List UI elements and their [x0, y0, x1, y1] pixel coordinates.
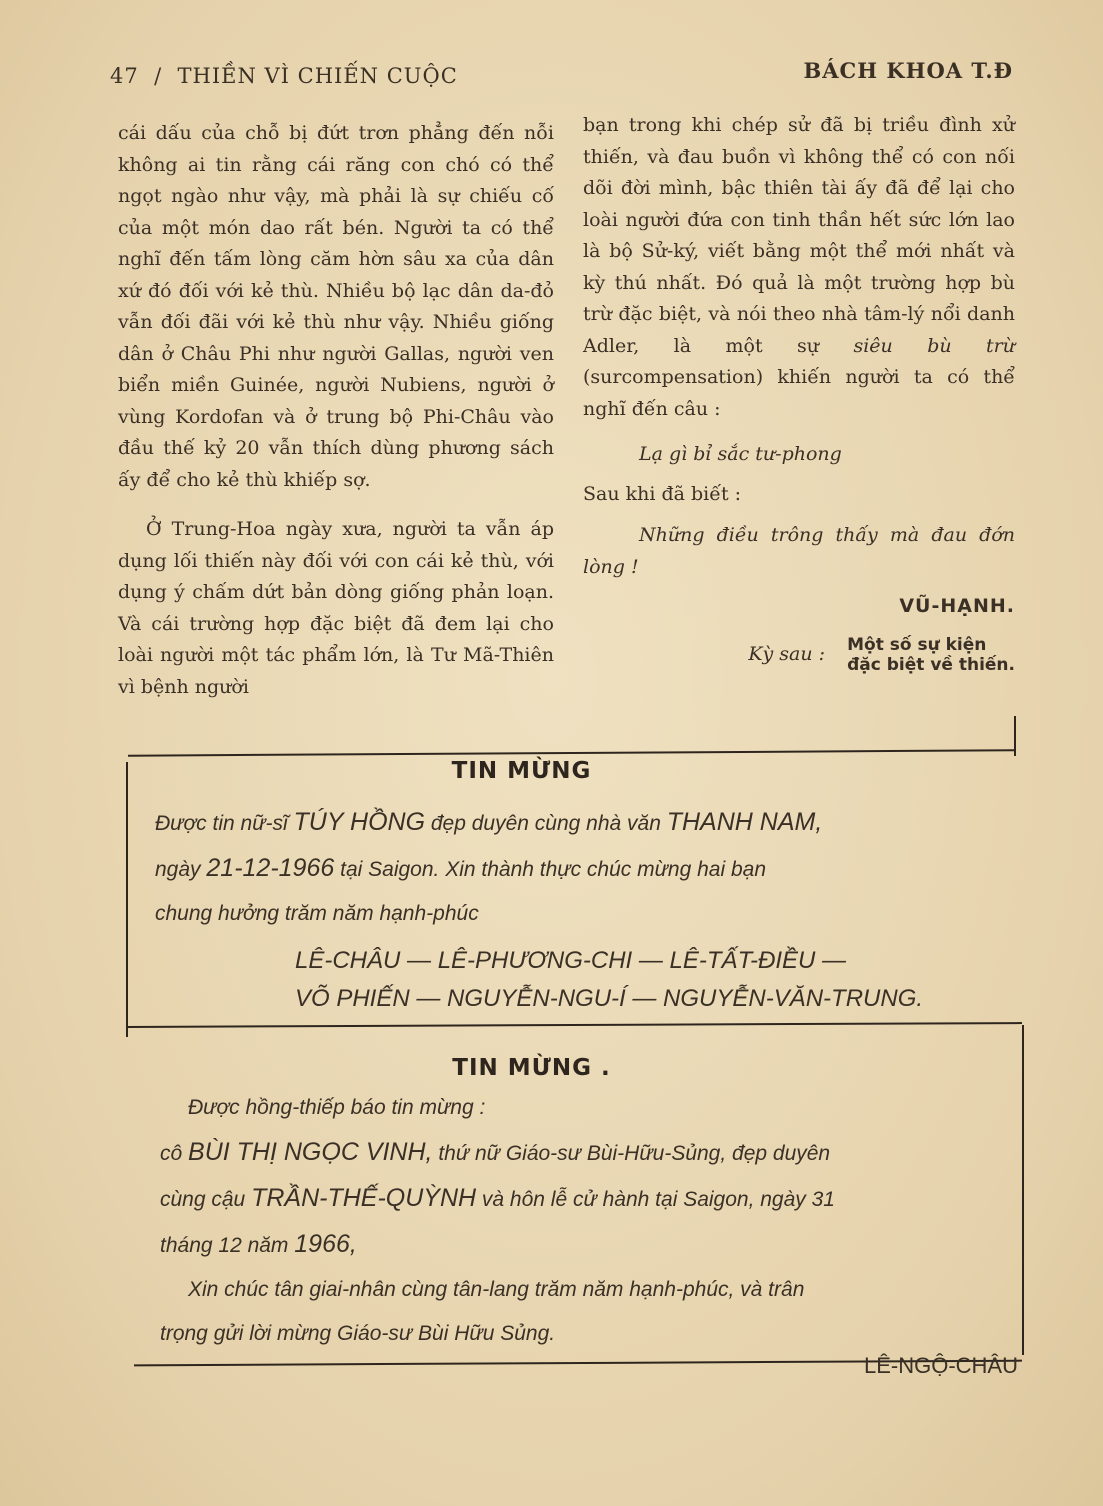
right-paragraph-1-end: (surcompensation) khiến người ta có thể nghĩ đến câu : [583, 366, 1015, 420]
notice2-line-4 [160, 1222, 1018, 1268]
page-header [110, 58, 1013, 98]
notice2-line-4a: tháng 12 năm [160, 1234, 289, 1257]
column-divider-short [1014, 716, 1016, 756]
notice1-line-1a: Được tin nữ-sĩ [155, 812, 288, 835]
header-left [110, 64, 458, 88]
header-separator: / [154, 64, 163, 88]
notice2-line-6: trọng gửi lời mừng Giáo-sư Bùi Hữu Sủng. [160, 1322, 556, 1345]
left-paragraph-1: cái dấu của chỗ bị đứt trơn phẳng đến nỗi không ai tin rằng cái răng con chó có thể ngọt ngào như vậy, mà phải là sự chiếu cố của một món dao rất bén. Người ta có thể nghĩ đến tấm lòng căm hờn sâu xa của dân xứ đó đối với kẻ thù. Nhiều bộ lạc dân da-đỏ vẫn đối đãi với kẻ thù như vậy. Nhiều giống dân ở Châu Phi như người Gallas, người ven biển miền Guinée, người Nubiens, người ở vùng Kordofan và ở trung bộ Phi-Châu vào đầu thế kỷ 20 vẫn thích dùng phương sách ấy để cho kẻ thù khiếp sợ. [118, 122, 554, 491]
page-number: 47 [110, 64, 139, 88]
notice2-body [160, 1086, 1018, 1388]
notice2-line-5: Xin chúc tân giai-nhân cùng tân-lang trăm năm hạnh-phúc, và trân [188, 1278, 805, 1301]
next-issue [583, 635, 1015, 675]
notice2-line-2a: cô [160, 1142, 183, 1165]
notice2-line-3c: và hôn lễ cử hành tại Saigon, ngày 31 [481, 1188, 835, 1211]
notice1-title: TIN MỪNG [451, 758, 592, 784]
notice2-line-3 [160, 1176, 1018, 1222]
notice1-line-3: chung hưởng trăm năm hạnh-phúc [155, 902, 479, 925]
next-issue-label: Kỳ sau : [748, 642, 826, 665]
next-issue-line-2: đặc biệt về thiến. [847, 654, 1015, 675]
notice1-line-2 [155, 846, 1015, 892]
notice1-bride: TÚY HỒNG [293, 808, 426, 836]
notice-middle-rule [128, 1022, 1022, 1028]
section-title: THIỀN VÌ CHIẾN CUỘC [177, 64, 458, 88]
after-text: Sau khi đã biết : [583, 482, 742, 505]
notice1-line-2a: ngày [155, 858, 201, 881]
magazine-name: BÁCH KHOA T.Đ [803, 58, 1013, 83]
right-paragraph-1-text: bạn trong khi chép sử đã bị triều đình xử thiến, và đau buồn vì không thể có con nối dõi đời mình, bậc thiên tài ấy đã để lại cho loài người đứa con tinh thần hết sức lớn lao là bộ Sử-ký, viết bằng một thể mới nhất và kỳ thú nhất. Đó quả là một trường hợp bù trừ đặc biệt, và nói theo nhà tâm-lý nổi danh Adler, là một sự [583, 114, 1015, 357]
notice2-groom: TRẦN-THẾ-QUỲNH [251, 1184, 477, 1212]
right-paragraph-1 [583, 110, 1015, 425]
notice2-line-1: Được hồng-thiếp báo tin mừng : [188, 1096, 486, 1119]
notice2-line-3a: cùng cậu [160, 1188, 246, 1211]
notice1-groom: THANH NAM, [666, 808, 823, 836]
left-column [118, 118, 554, 703]
notice2-title-wrap [0, 1055, 1103, 1081]
right-column [583, 110, 1015, 675]
left-paragraph-2: Ở Trung-Hoa ngày xưa, người ta vẫn áp dụng lối thiến này đối với con cái kẻ thù, với dụng ý chấm dứt bản dòng giống phản loạn. Và cái trường hợp đặc biệt đã đem lại cho loài người một tác phẩm lớn, là Tư Mã-Thiên vì bệnh người [118, 518, 554, 698]
notice2-line-2 [160, 1130, 1018, 1176]
notice-left-border [126, 762, 128, 1037]
notice2-title-dot: . [601, 1055, 611, 1081]
notice2-title: TIN MỪNG [452, 1055, 592, 1081]
notice1-top-rule [128, 749, 1014, 756]
notice2-line-2c: thứ nữ Giáo-sư Bùi-Hữu-Sủng, đẹp duyên [438, 1142, 831, 1165]
article-author: VŨ-HẠNH. [899, 595, 1015, 617]
next-issue-topic [847, 635, 1015, 675]
notice1-line-2c: tại Saigon. Xin thành thực chúc mừng hai bạn [340, 858, 767, 881]
notice1-line-1 [155, 800, 1015, 846]
notice1-names-1: LÊ-CHÂU — LÊ-PHƯƠNG-CHI — LÊ-TẤT-ĐIỀU — [295, 947, 847, 974]
notice1-names-2: VÕ PHIẾN — NGUYỄN-NGU-Í — NGUYỄN-VĂN-TRUNG. [295, 985, 924, 1012]
notice2-bride: BÙI THỊ NGỌC VINH, [188, 1138, 433, 1166]
quote-2: Những điều trông thấy mà đau đớn lòng ! [583, 524, 1015, 578]
notice2-year: 1966, [294, 1230, 357, 1258]
notice2-signature: LÊ-NGỘ-CHÂU [863, 1353, 1018, 1378]
notice1-date: 21-12-1966 [206, 854, 335, 882]
next-issue-line-1: Một số sự kiện [847, 634, 987, 655]
right-paragraph-1-italic: siêu bù trừ [853, 334, 1015, 357]
quote-1: Lạ gì bỉ sắc tư-phong [639, 443, 842, 465]
notice1-line-1c: đẹp duyên cùng nhà văn [430, 812, 661, 835]
notice1-body [155, 800, 1015, 1018]
